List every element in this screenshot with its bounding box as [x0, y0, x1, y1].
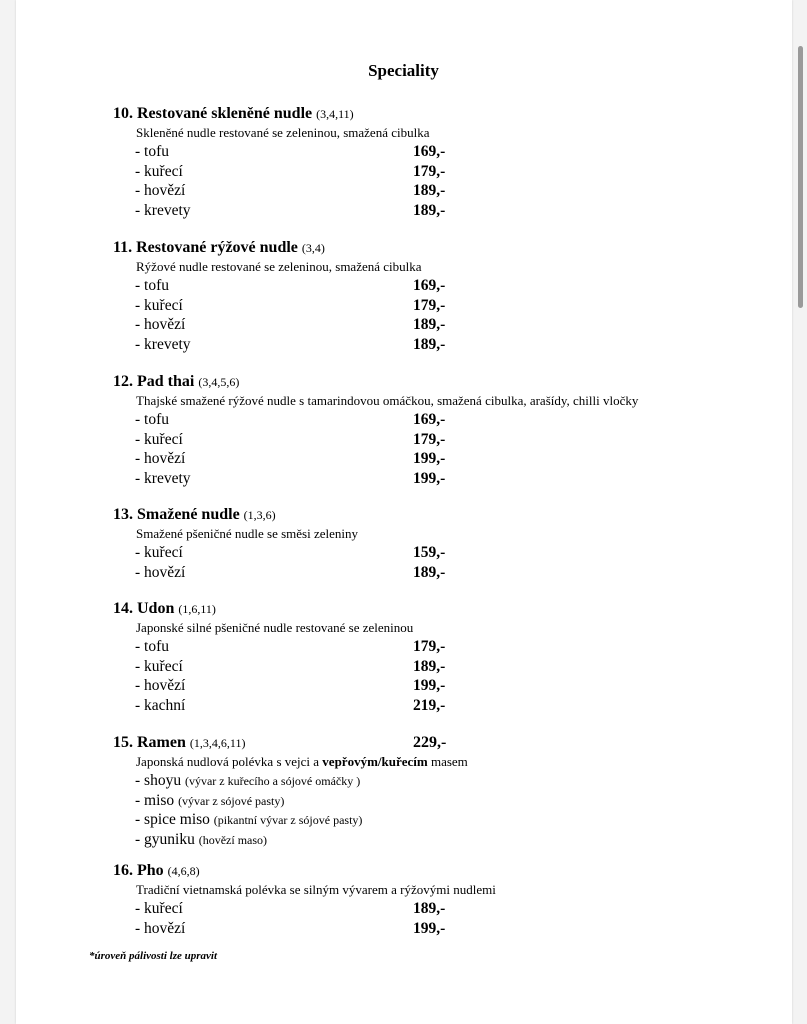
price-row: - tofu 179,-	[135, 638, 446, 655]
dish-name: Restované skleněné nudle	[137, 105, 313, 122]
price-row: - tofu 169,-	[135, 277, 446, 294]
dish-name: Udon	[137, 600, 175, 617]
price: 189,-	[413, 657, 446, 675]
variant-row: - gyuniku (hovězí maso)	[135, 830, 268, 848]
dish-name: Pad thai	[137, 373, 195, 390]
price-row: - tofu 169,-	[135, 411, 446, 428]
price: 189,-	[413, 335, 446, 353]
allergens: (4,6,8)	[167, 864, 200, 878]
menu-section-14	[113, 599, 713, 715]
dish-name: Restované rýžové nudle	[136, 239, 298, 256]
price: 199,-	[413, 677, 446, 694]
section-heading: 14. Udon (1,6,11)	[113, 600, 216, 617]
price: 179,-	[413, 430, 446, 448]
allergens: (1,3,4,6,11)	[189, 736, 246, 750]
price-row: - kuřecí 179,-	[135, 162, 446, 180]
menu-section-15	[113, 733, 713, 849]
scrollbar[interactable]	[798, 46, 803, 308]
price: 199,-	[413, 919, 446, 937]
price: 189,-	[413, 900, 446, 917]
price: 219,-	[413, 696, 446, 714]
section-heading: 11. Restované rýžové nudle (3,4)	[113, 239, 325, 256]
footnote: *úroveň pálivosti lze upravit	[89, 950, 218, 962]
price-row: - kuřecí 189,-	[135, 657, 446, 675]
price: 199,-	[413, 450, 446, 467]
variant-row: - miso (vývar z sójové pasty)	[135, 791, 285, 809]
allergens: (3,4,5,6)	[198, 375, 240, 389]
menu-section-11	[113, 238, 713, 354]
price-row: - kuřecí 189,-	[135, 900, 446, 917]
allergens: (1,6,11)	[178, 602, 216, 616]
section-heading: 12. Pad thai (3,4,5,6)	[113, 373, 240, 390]
allergens: (3,4,11)	[316, 107, 354, 121]
menu-section-16	[113, 861, 713, 938]
dish-name: Smažené nudle	[137, 506, 240, 523]
allergens: (1,3,6)	[243, 508, 276, 522]
dish-name: Pho	[137, 862, 164, 879]
dish-name: Ramen	[137, 734, 186, 751]
section-heading: 10. Restované skleněné nudle (3,4,11)	[113, 105, 354, 122]
price-row: - kuřecí 179,-	[135, 430, 446, 448]
price-row: - hovězí 199,-	[135, 919, 446, 937]
price-row: - kachní 219,-	[135, 696, 446, 714]
price: 169,-	[413, 143, 446, 160]
price-row: - krevety 199,-	[135, 469, 446, 487]
price-row: - hovězí 189,-	[135, 182, 446, 199]
price-row: - kuřecí 179,-	[135, 296, 446, 314]
price: 179,-	[413, 296, 446, 314]
section-heading: 13. Smažené nudle (1,3,6)	[113, 506, 276, 523]
price-row: - tofu 169,-	[135, 143, 446, 160]
variant-row: - shoyu (vývar z kuřecího a sójové omáčky )	[135, 772, 361, 789]
price-row: - hovězí 189,-	[135, 316, 446, 333]
price: 179,-	[413, 162, 446, 180]
dish-description: Thajské smažené rýžové nudle s tamarindovou omáčkou, smažená cibulka, arašídy, chilli vločky	[136, 393, 639, 408]
section-heading: 15. Ramen (1,3,4,6,11) 229,-	[113, 734, 447, 751]
price: 169,-	[413, 277, 446, 294]
price: 189,-	[413, 201, 446, 219]
menu-section-10	[113, 104, 713, 220]
price-row: - hovězí 199,-	[135, 677, 446, 694]
price: 189,-	[413, 563, 446, 581]
variant-row: - spice miso (pikantní vývar z sójové pasty)	[135, 811, 363, 828]
price-row: - krevety 189,-	[135, 335, 446, 353]
menu-section-12	[113, 372, 713, 488]
price: 179,-	[413, 638, 446, 655]
dish-description: Rýžové nudle restované se zeleninou, smažená cibulka	[136, 259, 422, 274]
price: 199,-	[413, 469, 446, 487]
allergens: (3,4)	[301, 241, 325, 255]
price: 229,-	[413, 734, 447, 751]
page-title: Speciality	[368, 61, 439, 80]
dish-description: Tradiční vietnamská polévka se silným vývarem a rýžovými nudlemi	[136, 882, 496, 897]
dish-description: Japonská nudlová polévka s vejci a vepřovým/kuřecím masem	[136, 754, 468, 769]
price-row: - hovězí 199,-	[135, 450, 446, 467]
price-row: - krevety 189,-	[135, 201, 446, 219]
price: 159,-	[413, 544, 446, 561]
dish-description: Smažené pšeničné nudle se směsi zeleniny	[136, 526, 359, 541]
dish-description: Skleněné nudle restované se zeleninou, smažená cibulka	[136, 125, 430, 140]
dish-description: Japonské silné pšeničné nudle restované se zeleninou	[136, 620, 414, 635]
section-heading: 16. Pho (4,6,8)	[113, 862, 200, 879]
price-row: - kuřecí 159,-	[135, 544, 446, 561]
menu-section-13	[113, 505, 713, 582]
price: 169,-	[413, 411, 446, 428]
price: 189,-	[413, 316, 446, 333]
price: 189,-	[413, 182, 446, 199]
price-row: - hovězí 189,-	[135, 563, 446, 581]
